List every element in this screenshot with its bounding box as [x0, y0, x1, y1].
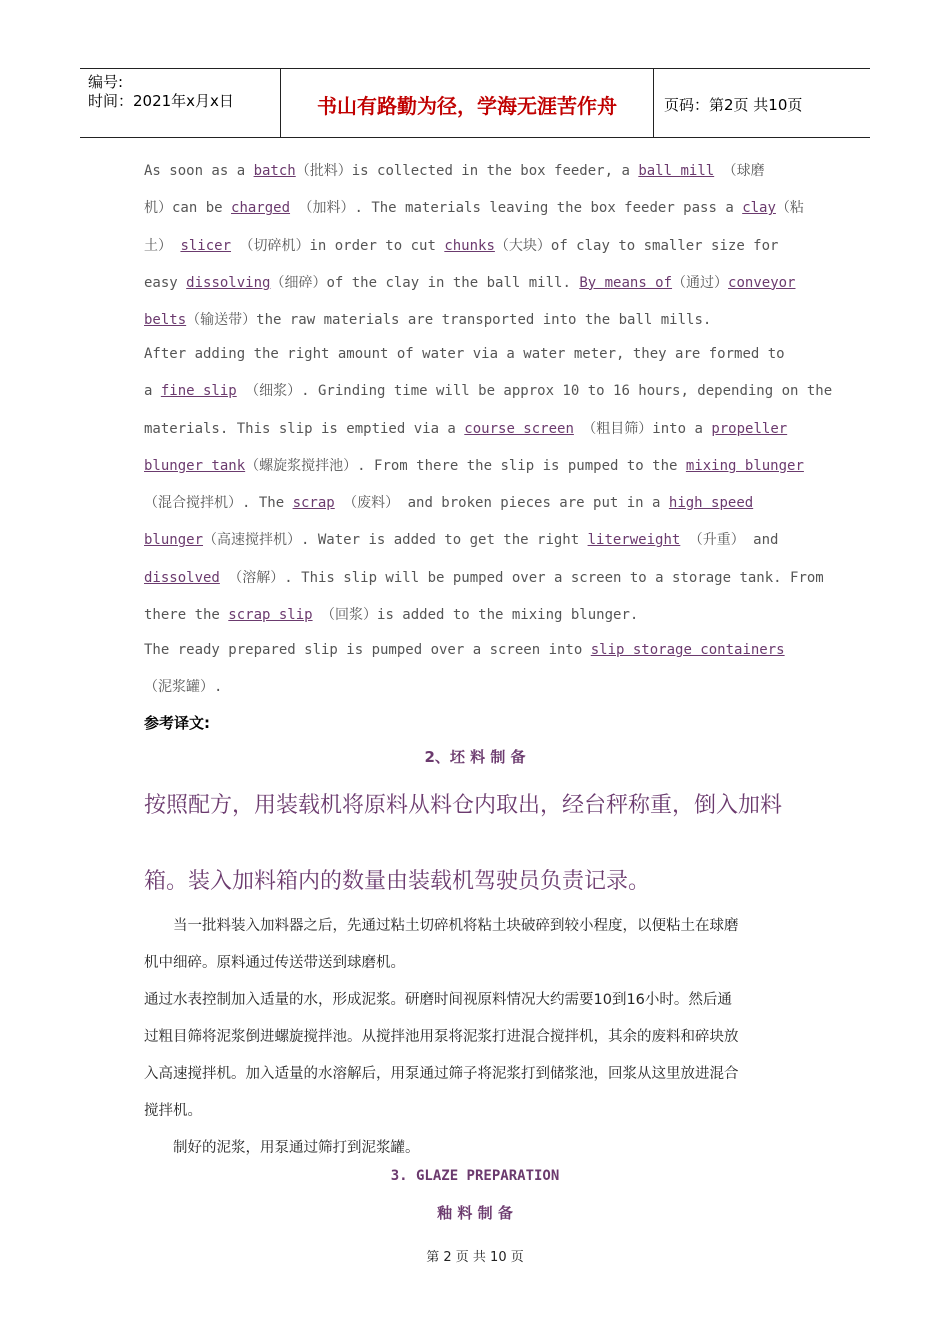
english-line — [144, 228, 810, 265]
glossary-term: blunger — [144, 532, 204, 549]
glossary-term: dissolving — [186, 274, 271, 291]
english-text: （细碎）of the clay in the ball mill. — [270, 274, 580, 291]
english-text: （大块）of clay to smaller size for — [494, 237, 779, 254]
english-text: easy — [144, 274, 187, 291]
english-text: （粘 — [775, 200, 804, 217]
date-label: 时间：2021年x月x日 — [88, 92, 234, 110]
glossary-term: conveyor — [728, 274, 796, 291]
english-line — [144, 632, 810, 669]
number-label: 编号: — [88, 73, 124, 91]
glossary-term: slicer — [180, 237, 232, 254]
page-footer: 第 2 页 共 10 页 — [426, 1250, 524, 1265]
english-text: （高速搅拌机）. Water is added to get the right — [203, 532, 588, 549]
header-meta-cell — [80, 69, 281, 137]
english-text: （通过） — [672, 274, 729, 291]
glossary-term: literweight — [587, 532, 681, 549]
section-3-title: 3. GLAZE PREPARATION — [390, 1168, 560, 1184]
english-line — [144, 411, 810, 448]
cn-line: 通过水表控制加入适量的水，形成泥浆。研磨时间视原料情况大约需要10到16小时。然后通 — [144, 992, 732, 1008]
glossary-term: high speed — [668, 495, 754, 512]
english-text: （输送带）the raw materials are transported into the ball mills. — [186, 312, 712, 329]
english-text: As soon as a — [144, 163, 254, 179]
english-text: there the — [144, 607, 229, 624]
glossary-term: slip storage containers — [590, 642, 785, 658]
section-3-subtitle: 釉 料 制 备 — [437, 1204, 513, 1222]
reference-translation-label: 参考译文: — [144, 714, 210, 732]
english-text: After adding the right amount of water via a water meter, they are formed to — [144, 346, 785, 362]
glossary-term: By means of — [579, 274, 673, 291]
glossary-term: scrap — [292, 495, 335, 512]
glossary-term: clay — [742, 200, 776, 217]
english-text: a — [144, 383, 161, 400]
glossary-term: fine slip — [160, 383, 237, 400]
english-line — [144, 560, 824, 597]
glossary-term: ball mill — [638, 163, 715, 179]
english-text: （球磨 — [714, 163, 765, 179]
english-line — [144, 302, 810, 339]
english-text: （溶解）. This slip will be pumped over a screen to a storage tank. From — [219, 569, 824, 586]
motto: 书山有路勤为径，学海无涯苦作舟 — [281, 69, 654, 137]
english-line — [144, 373, 833, 410]
english-text: The ready prepared slip is pumped over a screen into — [144, 642, 591, 658]
english-line — [144, 448, 810, 485]
cn-line: 入高速搅拌机。加入适量的水溶解后，用泵通过筛子将泥浆打到储浆池，回浆从这里放进混合 — [144, 1066, 739, 1082]
english-paragraph-3 — [144, 632, 810, 707]
glossary-term: blunger tank — [144, 457, 246, 474]
english-line — [144, 190, 810, 227]
cn-line: 制好的泥浆，用泵通过筛打到泥浆罐。 — [144, 1140, 420, 1156]
cn-line: 搅拌机。 — [144, 1103, 202, 1119]
english-line — [144, 597, 810, 634]
glossary-term: scrap slip — [228, 607, 313, 624]
english-text: （细浆）. Grinding time will be approx 10 to 16 hours, depending on the — [236, 383, 833, 400]
english-paragraph-1 — [144, 153, 810, 339]
english-line — [144, 336, 810, 373]
english-line — [144, 485, 810, 522]
english-line — [144, 669, 810, 706]
english-text: （废料） and broken pieces are put in a — [334, 495, 669, 512]
english-text: （泥浆罐）. — [144, 679, 223, 696]
english-text: （回浆）is added to the mixing blunger. — [312, 607, 639, 624]
english-paragraph-2 — [144, 336, 833, 634]
english-text: （批料）is collected in the box feeder, a — [295, 163, 639, 179]
english-line — [144, 153, 810, 190]
glossary-term: propeller — [711, 420, 788, 437]
english-text: （切碎机）in order to cut — [231, 237, 445, 254]
english-text: （螺旋浆搅拌池）. From there the slip is pumped to the — [245, 457, 686, 474]
intro-line-2: 箱。装入加料箱内的数量由装载机驾驶员负责记录。 — [144, 869, 651, 894]
glossary-term: batch — [253, 163, 296, 179]
glossary-term: course screen — [464, 420, 574, 437]
english-text: （升重） and — [680, 532, 779, 549]
english-line — [144, 265, 810, 302]
english-text: （加料）. The materials leaving the box feeder pass a — [290, 200, 743, 217]
english-line — [144, 522, 810, 559]
glossary-term: dissolved — [144, 569, 220, 586]
glossary-term: charged — [231, 200, 291, 217]
english-text: 土） — [144, 237, 181, 254]
cn-line: 机中细碎。原料通过传送带送到球磨机。 — [144, 955, 405, 971]
page-info: 页码：第2页 共10页 — [664, 95, 803, 114]
english-text: 机）can be — [144, 200, 232, 217]
english-text: （粗目筛）into a — [573, 420, 712, 437]
cn-line: 当一批料装入加料器之后，先通过粘土切碎机将粘土块破碎到较小程度，以便粘土在球磨 — [144, 918, 739, 934]
section-2-title: 2、坯 料 制 备 — [424, 748, 526, 766]
intro-line-1: 按照配方，用装载机将原料从料仓内取出，经台秤称重，倒入加料 — [144, 793, 783, 818]
glossary-term: belts — [144, 312, 187, 329]
english-text: materials. This slip is emptied via a — [144, 420, 465, 437]
header-table — [80, 68, 870, 138]
glossary-term: mixing blunger — [685, 457, 804, 474]
english-text: （混合搅拌机）. The — [144, 495, 293, 512]
cn-line: 过粗目筛将泥浆倒进螺旋搅拌池。从搅拌池用泵将泥浆打进混合搅拌机，其余的废料和碎块放 — [144, 1029, 739, 1045]
glossary-term: chunks — [444, 237, 495, 254]
chinese-translation — [144, 908, 824, 1167]
